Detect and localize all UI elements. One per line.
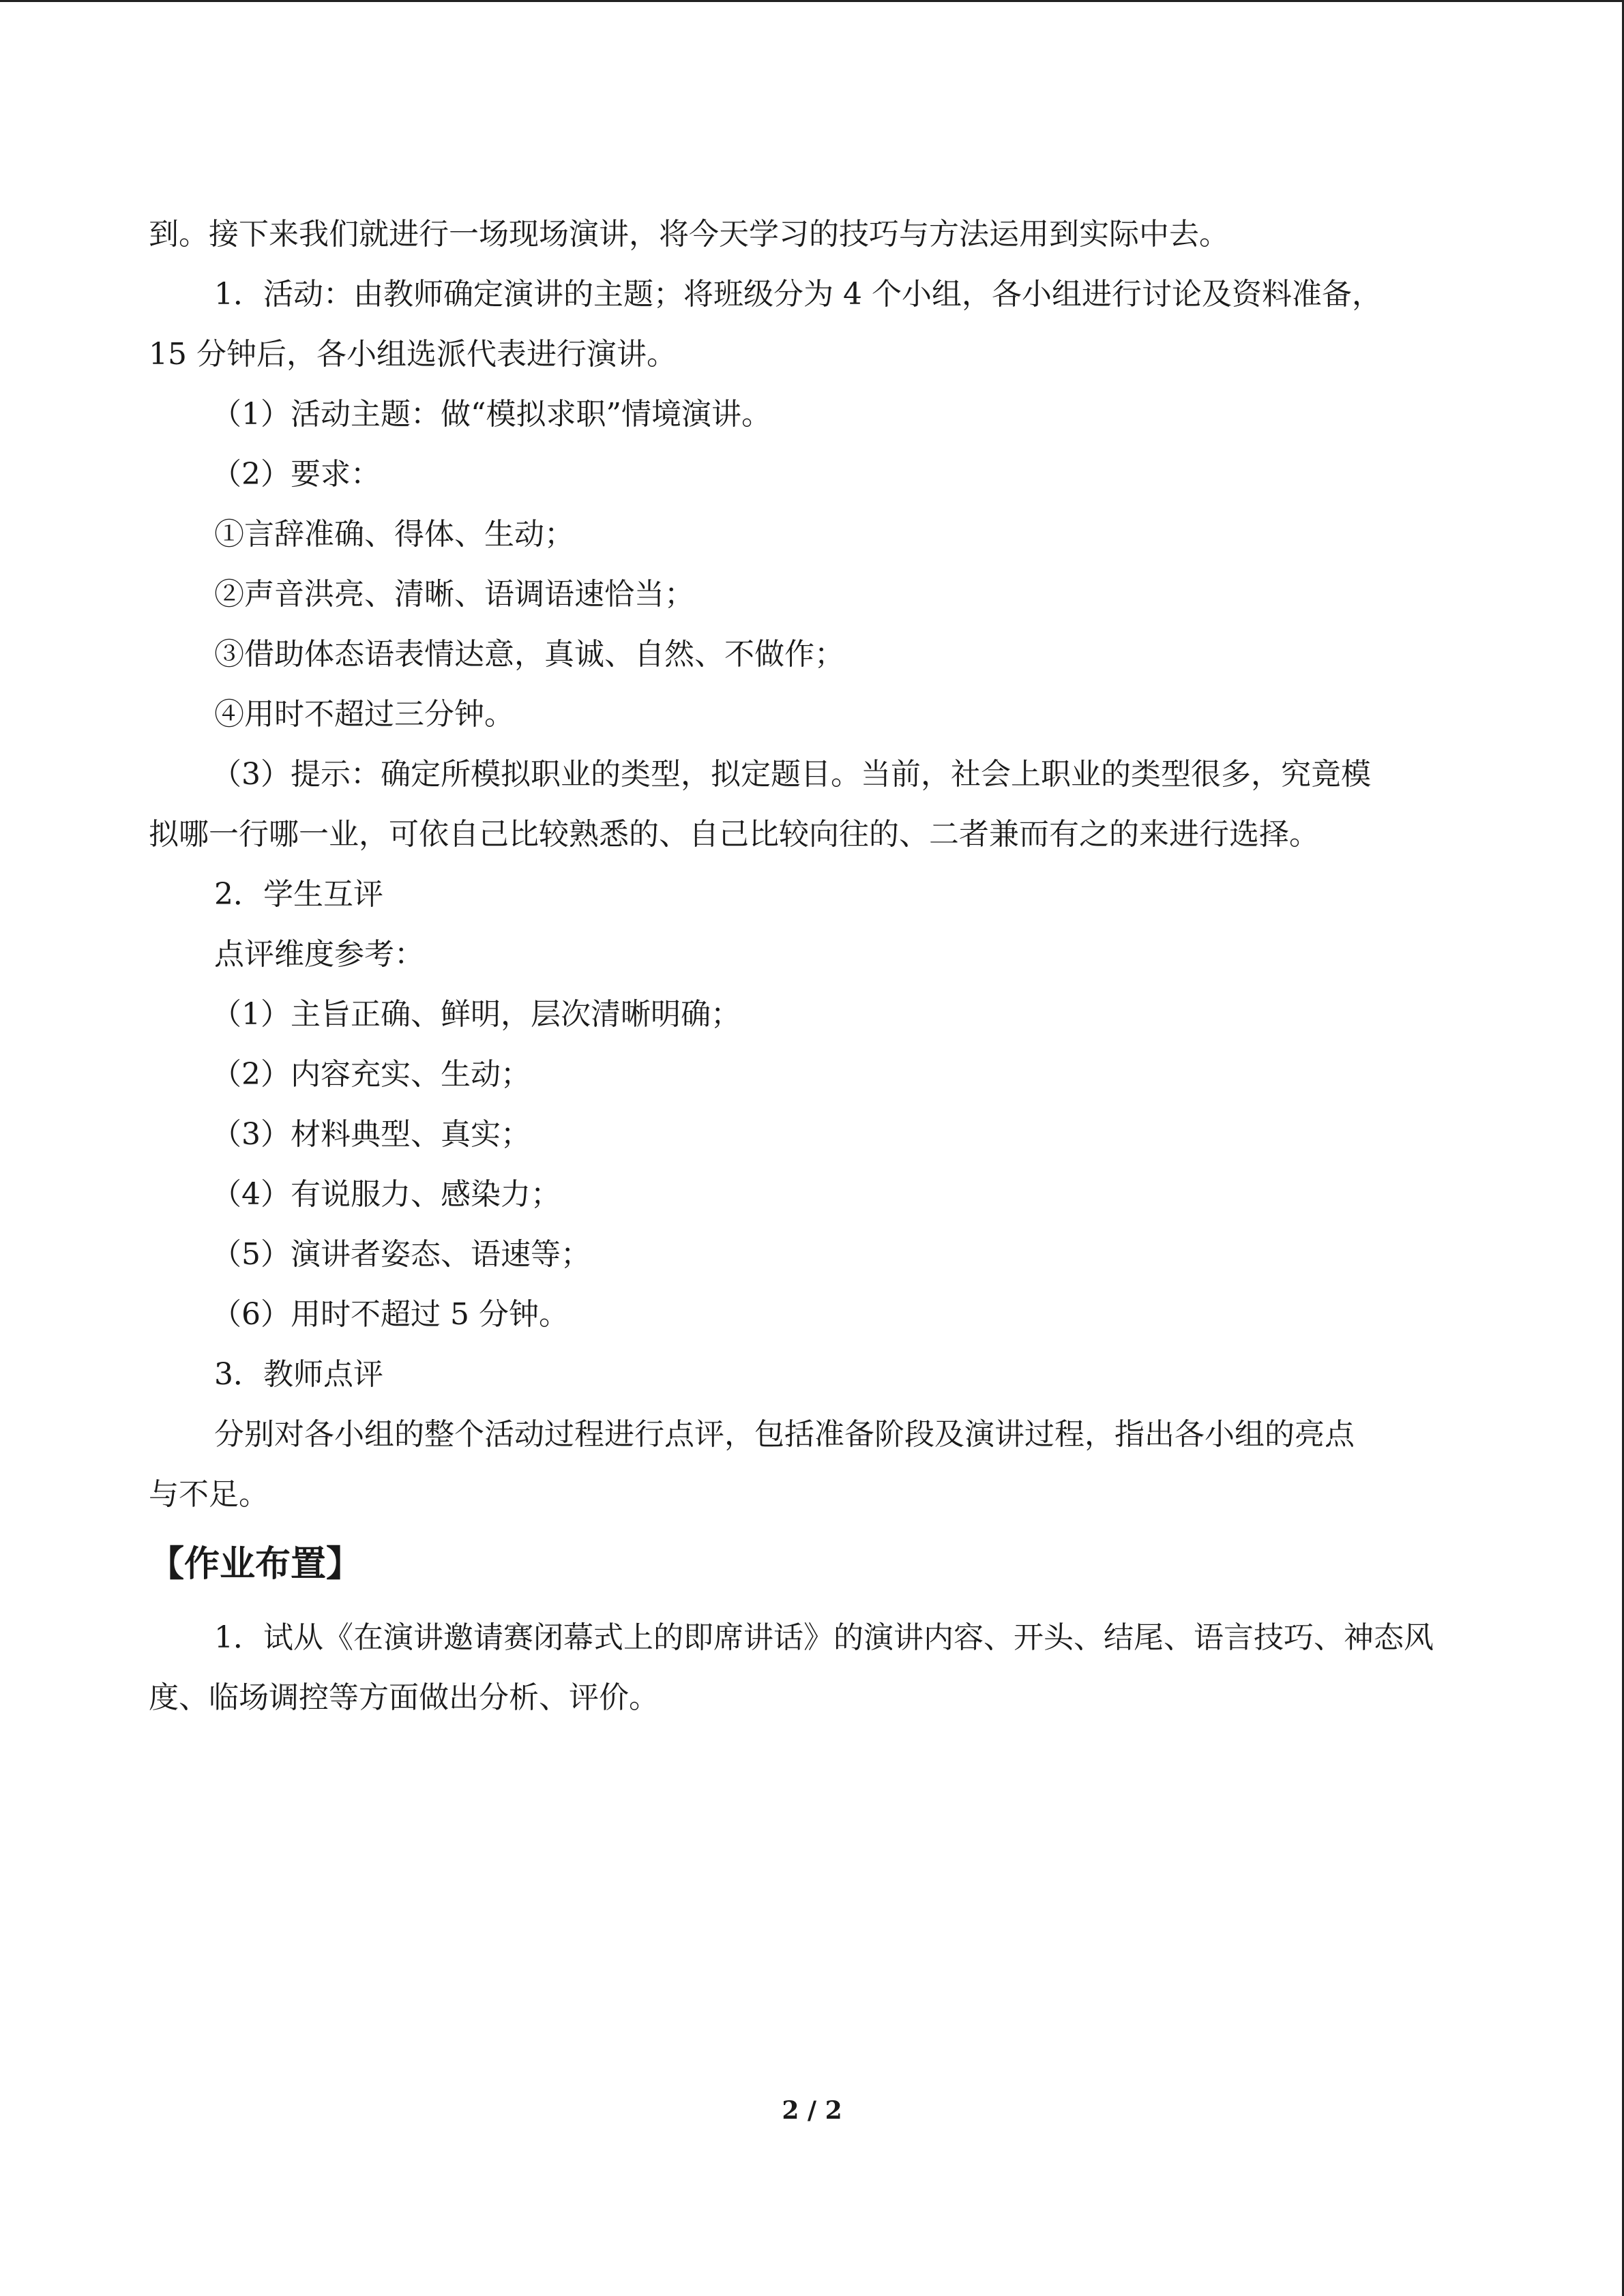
paragraph-line: 到。接下来我们就进行一场现场演讲，将今天学习的技巧与方法运用到实际中去。: [149, 217, 1229, 252]
requirement-item: ④用时不超过三分钟。: [214, 697, 514, 732]
review-dimension-item: （4）有说服力、感染力；: [211, 1177, 561, 1212]
document-content: [149, 205, 1479, 1728]
paragraph-line: 度、临场调控等方面做出分析、评价。: [149, 1680, 659, 1715]
review-dimension-item: （1）主旨正确、鲜明，层次清晰明确；: [211, 997, 741, 1032]
review-dimension-item: （5）演讲者姿态、语速等；: [211, 1237, 591, 1272]
review-dimension-item: （2）内容充实、生动；: [211, 1057, 531, 1092]
homework-heading: 【作业布置】: [149, 1544, 362, 1585]
page-border-top: [0, 0, 1624, 2]
requirement-item: ①言辞准确、得体、生动；: [214, 517, 574, 552]
page-number: 2 / 2: [782, 2096, 842, 2125]
activity-theme: （1）活动主题：做“模拟求职”情境演讲。: [211, 397, 771, 432]
paragraph-line: 分别对各小组的整个活动过程进行点评，包括准备阶段及演讲过程，指出各小组的亮点: [214, 1417, 1355, 1452]
paragraph-line: 与不足。: [149, 1477, 269, 1512]
activity-item: 1．活动：由教师确定演讲的主题；将班级分为 4 个小组，各小组进行讨论及资料准备，: [214, 277, 1382, 312]
requirement-item: ③借助体态语表情达意，真诚、自然、不做作；: [214, 637, 844, 672]
paragraph-line: 15 分钟后，各小组选派代表进行演讲。: [149, 337, 677, 372]
review-dimensions-label: 点评维度参考：: [214, 937, 424, 972]
requirements-label: （2）要求：: [211, 457, 381, 492]
hint-item: （3）提示：确定所模拟职业的类型，拟定题目。当前，社会上职业的类型很多，究竟模: [211, 757, 1371, 792]
teacher-review-item: 3．教师点评: [214, 1357, 383, 1392]
requirement-item: ②声音洪亮、清晰、语调语速恰当；: [214, 577, 694, 612]
paragraph-line: 拟哪一行哪一业，可依自己比较熟悉的、自己比较向往的、二者兼而有之的来进行选择。: [149, 817, 1319, 852]
peer-review-item: 2．学生互评: [214, 877, 383, 912]
review-dimension-item: （6）用时不超过 5 分钟。: [211, 1297, 569, 1332]
review-dimension-item: （3）材料典型、真实；: [211, 1117, 531, 1152]
homework-item: 1．试从《在演讲邀请赛闭幕式上的即席讲话》的演讲内容、开头、结尾、语言技巧、神态风: [214, 1620, 1434, 1655]
